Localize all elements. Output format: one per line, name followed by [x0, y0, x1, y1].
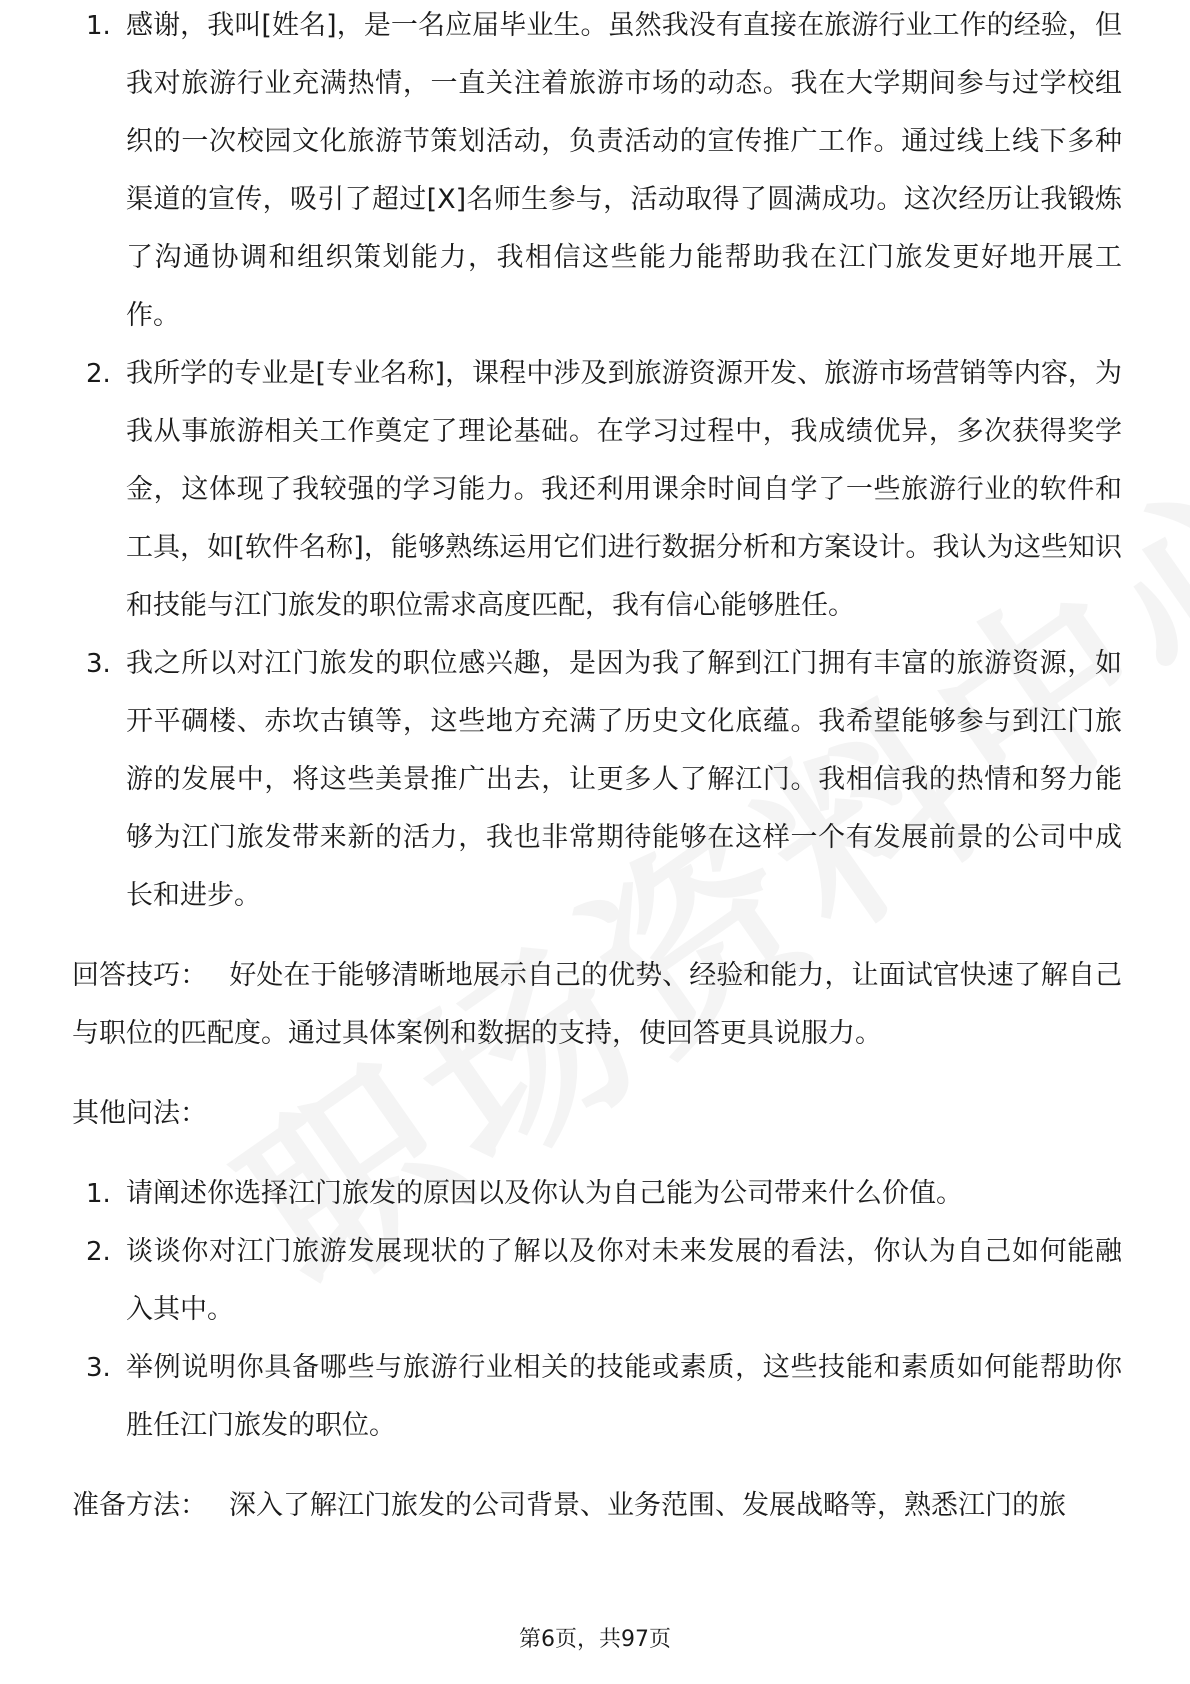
list-number: 3. — [86, 649, 111, 679]
list-item — [72, 1223, 1122, 1339]
list-text: 请阐述你选择江门旅发的原因以及你认为自己能为公司带来什么价值。 — [126, 1178, 963, 1209]
prep-label: 准备方法： — [72, 1490, 207, 1521]
other-questions-heading: 其他问法： — [72, 1098, 207, 1129]
page-number: 第6页，共97页 — [519, 1627, 671, 1652]
list-item — [72, 635, 1122, 925]
tips-text: 好处在于能够清晰地展示自己的优势、经验和能力，让面试官快速了解自己与职位的匹配度。通过具体案例和数据的支持，使回答更具说服力。 — [72, 960, 1123, 1049]
answer-list — [72, 0, 1122, 925]
list-text: 我之所以对江门旅发的职位感兴趣，是因为我了解到江门拥有丰富的旅游资源，如开平碉楼、赤坎古镇等，这些地方充满了历史文化底蕴。我希望能够参与到江门旅游的发展中，将这些美景推广出去，让更多人了解江门。我相信我的热情和努力能够为江门旅发带来新的活力，我也非常期待能够在这样一个有发展前景的公司中成长和进步。 — [126, 648, 1122, 911]
list-number: 3. — [86, 1353, 111, 1383]
answer-tips — [72, 947, 1122, 1063]
content — [72, 10, 1123, 1535]
tips-label: 回答技巧： — [72, 960, 208, 991]
prep-text: 深入了解江门旅发的公司背景、业务范围、发展战略等，熟悉江门的旅 — [229, 1490, 1066, 1521]
preparation-method — [72, 1477, 1122, 1535]
list-item — [72, 0, 1122, 345]
list-text: 举例说明你具备哪些与旅游行业相关的技能或素质，这些技能和素质如何能帮助你胜任江门旅发的职位。 — [126, 1352, 1122, 1441]
other-questions-list — [72, 1165, 1122, 1455]
list-item — [72, 1165, 1122, 1223]
list-number: 1. — [86, 11, 111, 41]
list-text: 感谢，我叫[姓名]，是一名应届毕业生。虽然我没有直接在旅游行业工作的经验，但我对旅游行业充满热情，一直关注着旅游市场的动态。我在大学期间参与过学校组织的一次校园文化旅游节策划活动，负责活动的宣传推广工作。通过线上线下多种渠道的宣传，吸引了超过[X]名师生参与，活动取得了圆满成功。这次经历让我锻炼了沟通协调和组织策划能力，我相信这些能力能帮助我在江门旅发更好地开展工作。 — [126, 10, 1122, 331]
list-item — [72, 1339, 1122, 1455]
list-item — [72, 345, 1122, 635]
list-number: 2. — [86, 359, 111, 389]
list-number: 2. — [86, 1237, 111, 1267]
list-text: 我所学的专业是[专业名称]，课程中涉及到旅游资源开发、旅游市场营销等内容，为我从事旅游相关工作奠定了理论基础。在学习过程中，我成绩优异，多次获得奖学金，这体现了我较强的学习能力。我还利用课余时间自学了一些旅游行业的软件和工具，如[软件名称]，能够熟练运用它们进行数据分析和方案设计。我认为这些知识和技能与江门旅发的职位需求高度匹配，我有信心能够胜任。 — [126, 358, 1122, 621]
list-text: 谈谈你对江门旅游发展现状的了解以及你对未来发展的看法，你认为自己如何能融入其中。 — [126, 1236, 1122, 1325]
list-number: 1. — [86, 1179, 111, 1209]
